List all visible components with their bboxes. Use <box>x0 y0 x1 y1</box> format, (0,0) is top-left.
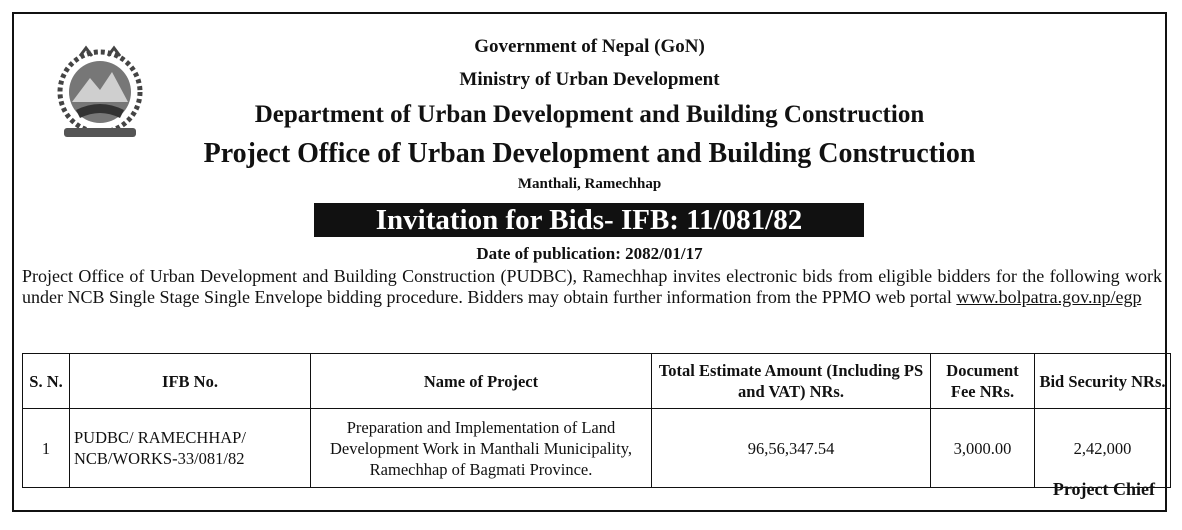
government-title: Government of Nepal (GoN) <box>474 36 705 57</box>
cell-estimate: 96,56,347.54 <box>652 409 931 488</box>
signature-project-chief: Project Chief <box>1052 479 1155 499</box>
intro-paragraph <box>22 266 1162 308</box>
project-office-title: Project Office of Urban Development and Building Construction <box>203 138 976 169</box>
col-header-estimate: Total Estimate Amount (Including PS and VAT) NRs. <box>652 354 931 409</box>
ministry-title: Ministry of Urban Development <box>459 69 720 90</box>
publication-date: 2082/01/17 <box>625 244 703 263</box>
ppmo-portal-link[interactable]: www.bolpatra.gov.np/egp <box>956 287 1142 307</box>
cell-fee: 3,000.00 <box>931 409 1035 488</box>
cell-sn: 1 <box>23 409 70 488</box>
col-header-security: Bid Security NRs. <box>1035 354 1171 409</box>
col-header-ifb: IFB No. <box>70 354 311 409</box>
col-header-project: Name of Project <box>311 354 652 409</box>
department-title: Department of Urban Development and Building Construction <box>254 101 925 128</box>
table-row <box>23 409 1171 488</box>
col-header-fee: Document Fee NRs. <box>931 354 1035 409</box>
col-header-sn: S. N. <box>23 354 70 409</box>
notice-frame <box>12 12 1167 512</box>
bid-table <box>22 353 1171 488</box>
table-header-row <box>23 354 1171 409</box>
intro-text: Project Office of Urban Development and Building Construction (PUDBC), Ramechhap invites electronic bids from eligible bidders for the following work under NCB Single Stage Single Envelope bidding procedure. Bidders may obtain further information from the PPMO web portal <box>22 266 1162 307</box>
cell-security: 2,42,000 <box>1035 409 1171 488</box>
publication-date-line <box>14 244 1165 264</box>
cell-project: Preparation and Implementation of Land Development Work in Manthali Municipality, Ramechhap of Bagmati Province. <box>311 409 652 488</box>
office-location: Manthali, Ramechhap <box>517 176 662 192</box>
publication-label: Date of publication: <box>476 244 626 263</box>
ifb-banner: Invitation for Bids- IFB: 11/081/82 <box>314 203 864 237</box>
cell-ifb: PUDBC/ RAMECHHAP/ NCB/WORKS-33/081/82 <box>70 409 311 488</box>
government-emblem-icon <box>50 44 150 144</box>
